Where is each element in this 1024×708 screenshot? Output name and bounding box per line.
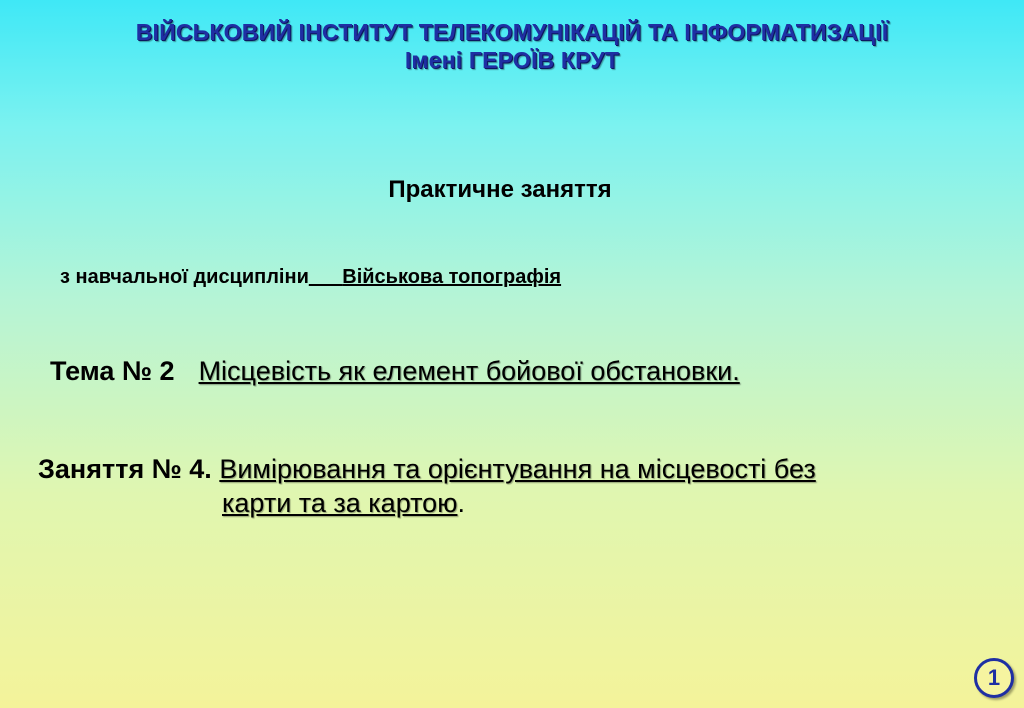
page-number-badge: 1 xyxy=(974,658,1014,698)
discipline-prefix: з навчальної дисципліни xyxy=(60,266,309,288)
institute-header xyxy=(0,18,1024,74)
lesson-label: Заняття № 4. xyxy=(38,454,212,484)
topic-name: Місцевість як елемент бойової обстановки. xyxy=(198,356,740,386)
lesson-name-line2: карти та за картою xyxy=(222,488,458,518)
lesson-type-title: Практичне заняття xyxy=(388,176,612,203)
discipline-name: Військова топографія xyxy=(342,266,562,288)
lesson-line xyxy=(38,452,998,520)
lesson-name-line2-wrapper xyxy=(38,486,998,520)
discipline-underline-spacer: ___ xyxy=(308,266,343,288)
lesson-name-end: . xyxy=(457,488,465,518)
topic-label: Тема № 2 xyxy=(50,356,175,386)
institute-name: ВІЙСЬКОВИЙ ІНСТИТУТ ТЕЛЕКОМУНІКАЦІЙ ТА ІНФОРМАТИЗАЦІЇ xyxy=(135,19,889,45)
discipline-line xyxy=(60,266,561,289)
institute-honorific: Імені ГЕРОЇВ КРУТ xyxy=(404,47,620,73)
lesson-name-line1: Вимірювання та орієнтування на місцевості без xyxy=(219,454,816,484)
topic-line xyxy=(50,356,740,387)
